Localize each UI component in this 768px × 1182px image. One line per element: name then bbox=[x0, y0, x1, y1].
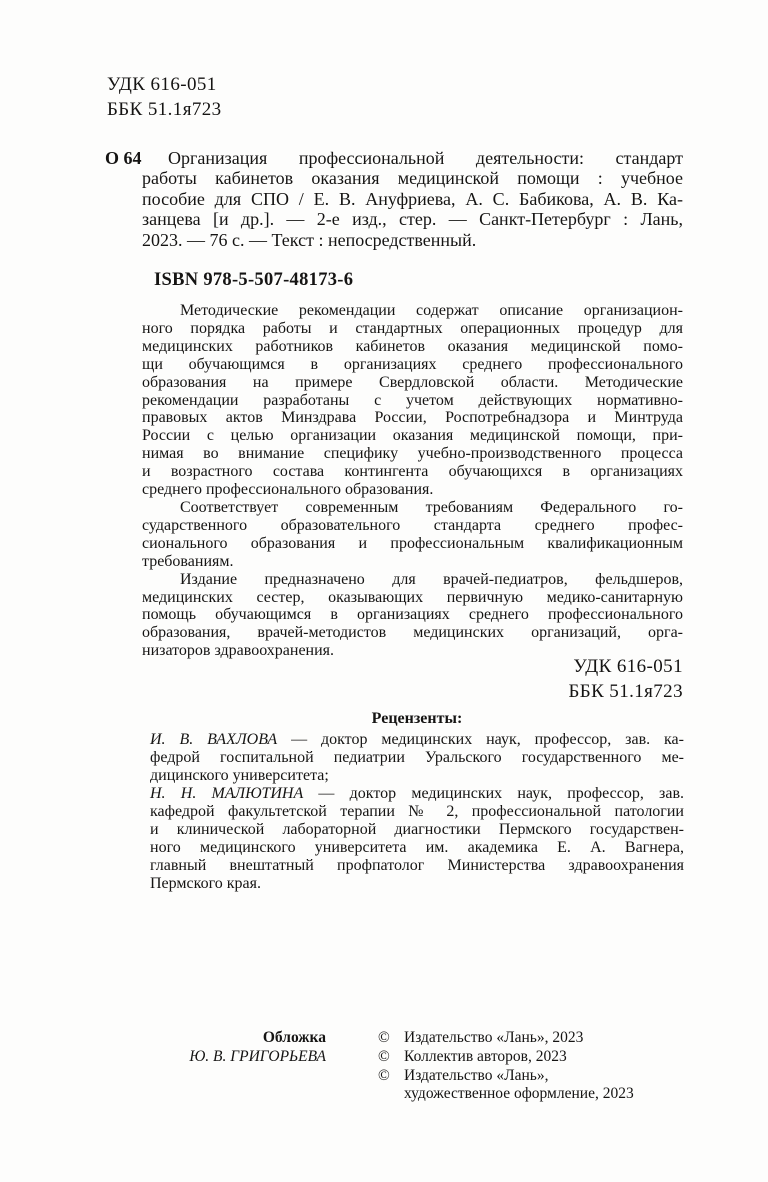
annotation-block bbox=[142, 302, 683, 660]
cover-label: Обложка bbox=[262, 1029, 326, 1046]
copyright-row bbox=[378, 1048, 688, 1067]
reviewers-section bbox=[150, 710, 684, 893]
isbn: ISBN 978-5-507-48173-6 bbox=[154, 270, 354, 290]
reviewer-entry bbox=[150, 731, 684, 785]
copyright-list bbox=[378, 1029, 688, 1104]
text-line: медицинских сестер, оказывающих первичную медико-санитарную bbox=[142, 588, 683, 606]
copyright-symbol: © bbox=[378, 1047, 390, 1065]
text-line: щи обучающимся в организациях среднего профессионального bbox=[142, 355, 683, 373]
copyright-row bbox=[378, 1067, 688, 1105]
author-mark: О 64 bbox=[105, 148, 142, 168]
text-line: правовых актов Минздрава России, Роспотребнадзора и Минтруда bbox=[142, 409, 683, 427]
udc-bottom-block bbox=[142, 654, 683, 704]
reviewer-credentials-start: — доктор медицинских наук, профессор, зав. ка- bbox=[277, 731, 684, 748]
udc-code-bottom: УДК 616-051 bbox=[573, 656, 683, 677]
text-line: низаторов здравоохранения. bbox=[142, 642, 335, 660]
copyright-line: Издательство «Лань», bbox=[404, 1066, 549, 1084]
bbk-code-top: ББК 51.1я723 bbox=[107, 99, 222, 120]
catalog-entry bbox=[105, 148, 683, 250]
text-line: 2023. — 76 с. — Текст : непосредственный. bbox=[142, 229, 477, 250]
text-line: главный внештатный профпатолог Министерства здравоохранения bbox=[150, 857, 684, 874]
text-line: дицинского университета; bbox=[150, 767, 329, 784]
text-line: и возрастного состава контингента обучающихся в организациях bbox=[142, 463, 683, 481]
text-line: сионального образования и профессиональным квалификационным bbox=[142, 534, 683, 552]
cover-credit bbox=[105, 1029, 326, 1067]
text-line: и клинической лабораторной диагностики Пермского государствен- bbox=[150, 821, 684, 838]
reviewer-name: Н. Н. МАЛЮТИНА bbox=[150, 785, 304, 802]
bbk-code-bottom: ББК 51.1я723 bbox=[568, 681, 683, 702]
copyright-line: Коллектив авторов, 2023 bbox=[404, 1047, 567, 1065]
copyright-symbol: © bbox=[378, 1066, 390, 1084]
reviewers-heading: Рецензенты: bbox=[371, 710, 463, 727]
text-line: нимая во внимание специфику учебно-производственного процесса bbox=[142, 445, 683, 463]
text-line: пособие для СПО / Е. В. Ануфриева, А. С. Бабикова, А. В. Ка- bbox=[142, 188, 683, 209]
reviewer-first-line bbox=[150, 785, 684, 803]
reviewer-first-line bbox=[150, 731, 684, 749]
text-line: ного порядка работы и стандартных операционных процедур для bbox=[142, 319, 683, 337]
copyright-text bbox=[404, 1048, 688, 1067]
annotation-paragraph-3 bbox=[142, 571, 683, 661]
copyright-text bbox=[404, 1067, 688, 1105]
text-line: ного медицинского университета им. академика Е. А. Вагнера, bbox=[150, 839, 684, 856]
text-line: работы кабинетов оказания медицинской помощи : учебное bbox=[142, 168, 683, 189]
text-line: занцева [и др.]. — 2-е изд., стер. — Санкт-Петербург : Лань, bbox=[142, 209, 683, 230]
text-line: Методические рекомендации содержат описание организацион- bbox=[180, 302, 683, 319]
text-line: Соответствует современным требованиям Федерального го- bbox=[180, 498, 683, 516]
text-line: Издание предназначено для врачей-педиатров, фельдшеров, bbox=[180, 570, 683, 588]
udc-top-block bbox=[107, 72, 222, 122]
copyright-line: Издательство «Лань», 2023 bbox=[404, 1029, 584, 1046]
text-line: кафедрой факультетской терапии № 2, профессиональной патологии bbox=[150, 803, 684, 820]
copyright-line: художественное оформление, 2023 bbox=[404, 1085, 634, 1103]
reviewer-name: И. В. ВАХЛОВА bbox=[150, 731, 278, 748]
annotation-paragraph-2 bbox=[142, 499, 683, 571]
text-line: Организация профессиональной деятельности: стандарт bbox=[168, 148, 683, 168]
text-line: России с целью организации оказания медицинской помощи, при- bbox=[142, 427, 683, 445]
reviewer-entry bbox=[150, 785, 684, 893]
annotation-paragraph-1 bbox=[142, 302, 683, 499]
reviewer-credentials-start: — доктор медицинских наук, профессор, зав. bbox=[303, 785, 684, 802]
text-line: образования на примере Свердловской области. Методические bbox=[142, 373, 683, 391]
text-line: федрой госпитальной педиатрии Уральского государственного ме- bbox=[150, 749, 684, 766]
copyright-row bbox=[378, 1029, 688, 1048]
text-line: среднего профессионального образования. bbox=[142, 481, 434, 499]
text-line: рекомендации разработаны с учетом действующих нормативно- bbox=[142, 391, 683, 409]
bibliographic-description bbox=[142, 148, 683, 250]
text-line: помощь обучающимся в организациях среднего профессионального bbox=[142, 606, 683, 624]
text-line: образования, врачей-методистов медицинских организаций, орга- bbox=[142, 624, 683, 642]
copyright-symbol: © bbox=[378, 1029, 390, 1046]
udc-code-top: УДК 616-051 bbox=[107, 74, 217, 95]
copyright-text bbox=[404, 1029, 688, 1048]
reviewer-credentials-lines bbox=[150, 749, 684, 785]
text-line: Пермского края. bbox=[150, 875, 261, 892]
text-line: медицинских работников кабинетов оказания медицинской помо- bbox=[142, 337, 683, 355]
reviewer-credentials-lines bbox=[150, 803, 684, 893]
text-line: требованиям. bbox=[142, 552, 234, 570]
text-line: сударственного образовательного стандарта среднего профес- bbox=[142, 516, 683, 534]
cover-designer-name: Ю. В. ГРИГОРЬЕВА bbox=[189, 1047, 326, 1065]
